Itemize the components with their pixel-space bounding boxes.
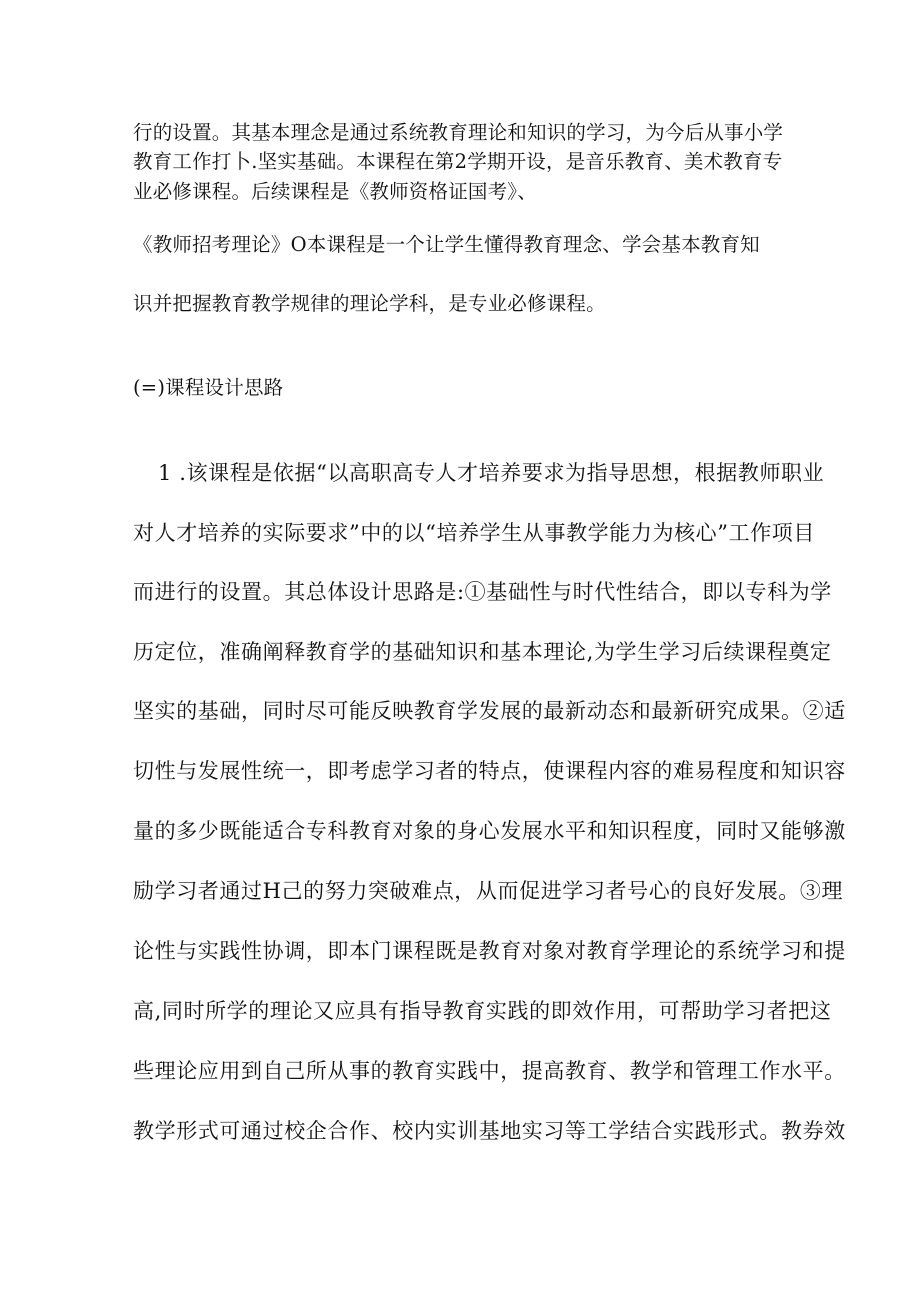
body-line-11: 些理论应用到自己所从事的教育实践中，提高教育、教学和管理工作水平。 (133, 1059, 846, 1083)
body-line-1: 1 .该课程是依据“以高职高专人才培养要求为指导思想，根据教师职业 (158, 461, 825, 485)
intro-line-2: 教育工作打卜.坚实基础。本课程在第2学期开设，是音乐教育、美术教育专 (133, 150, 783, 173)
body-line-8: 励学习者通过H己的努力突破难点，从而促进学习者号心的良好发展。③理 (133, 879, 844, 903)
body-line-12: 教学形式可通过校企合作、校内实训基地实习等工学结合实践形式。教券效 (133, 1119, 846, 1143)
section-heading: (=)课程设计思路 (133, 376, 284, 399)
body-line-4: 历定位，准确阐释教育学的基础知识和基本理论,为学生学习后续课程奠定 (133, 640, 832, 664)
body-line-2: 对人才培养的实际要求”中的以“培养学生从事教学能力为核心”工作项目 (133, 521, 816, 545)
intro-line-5: 识并把握教育教学规律的理论学科，是专业必修课程。 (133, 292, 606, 315)
body-line-3: 而进行的设置。其总体设计思路是:①基础性与时代性结合，即以专科为学 (133, 580, 832, 604)
body-line-6: 切性与发展性统一，即考虑学习者的特点，使课程内容的难易程度和知识容 (133, 759, 846, 783)
body-line-9: 论性与实践性协调，即本门课程既是教育对象对教育学理论的系统学习和提 (133, 939, 846, 963)
intro-line-1: 行的设置。其基本理念是通过系统教育理论和知识的学习，为今后从事小学 (133, 121, 784, 144)
intro-line-3: 业必修课程。后续课程是《教师资格证国考》、 (133, 180, 537, 203)
body-line-7: 量的多少既能适合专科教育对象的身心发展水平和知识程度，同时又能够激 (133, 819, 846, 843)
body-line-10: 高,同时所学的理论又应具有指导教育实践的即效作用，可帮助学习者把这 (133, 999, 832, 1023)
intro-line-4: 《教师招考理论》O本课程是一个让学生懂得教育理念、学会基本教育知 (133, 233, 760, 256)
body-line-5: 坚实的基础，同时尽可能反映教育学发展的最新动态和最新研究成果。②适 (133, 699, 846, 723)
